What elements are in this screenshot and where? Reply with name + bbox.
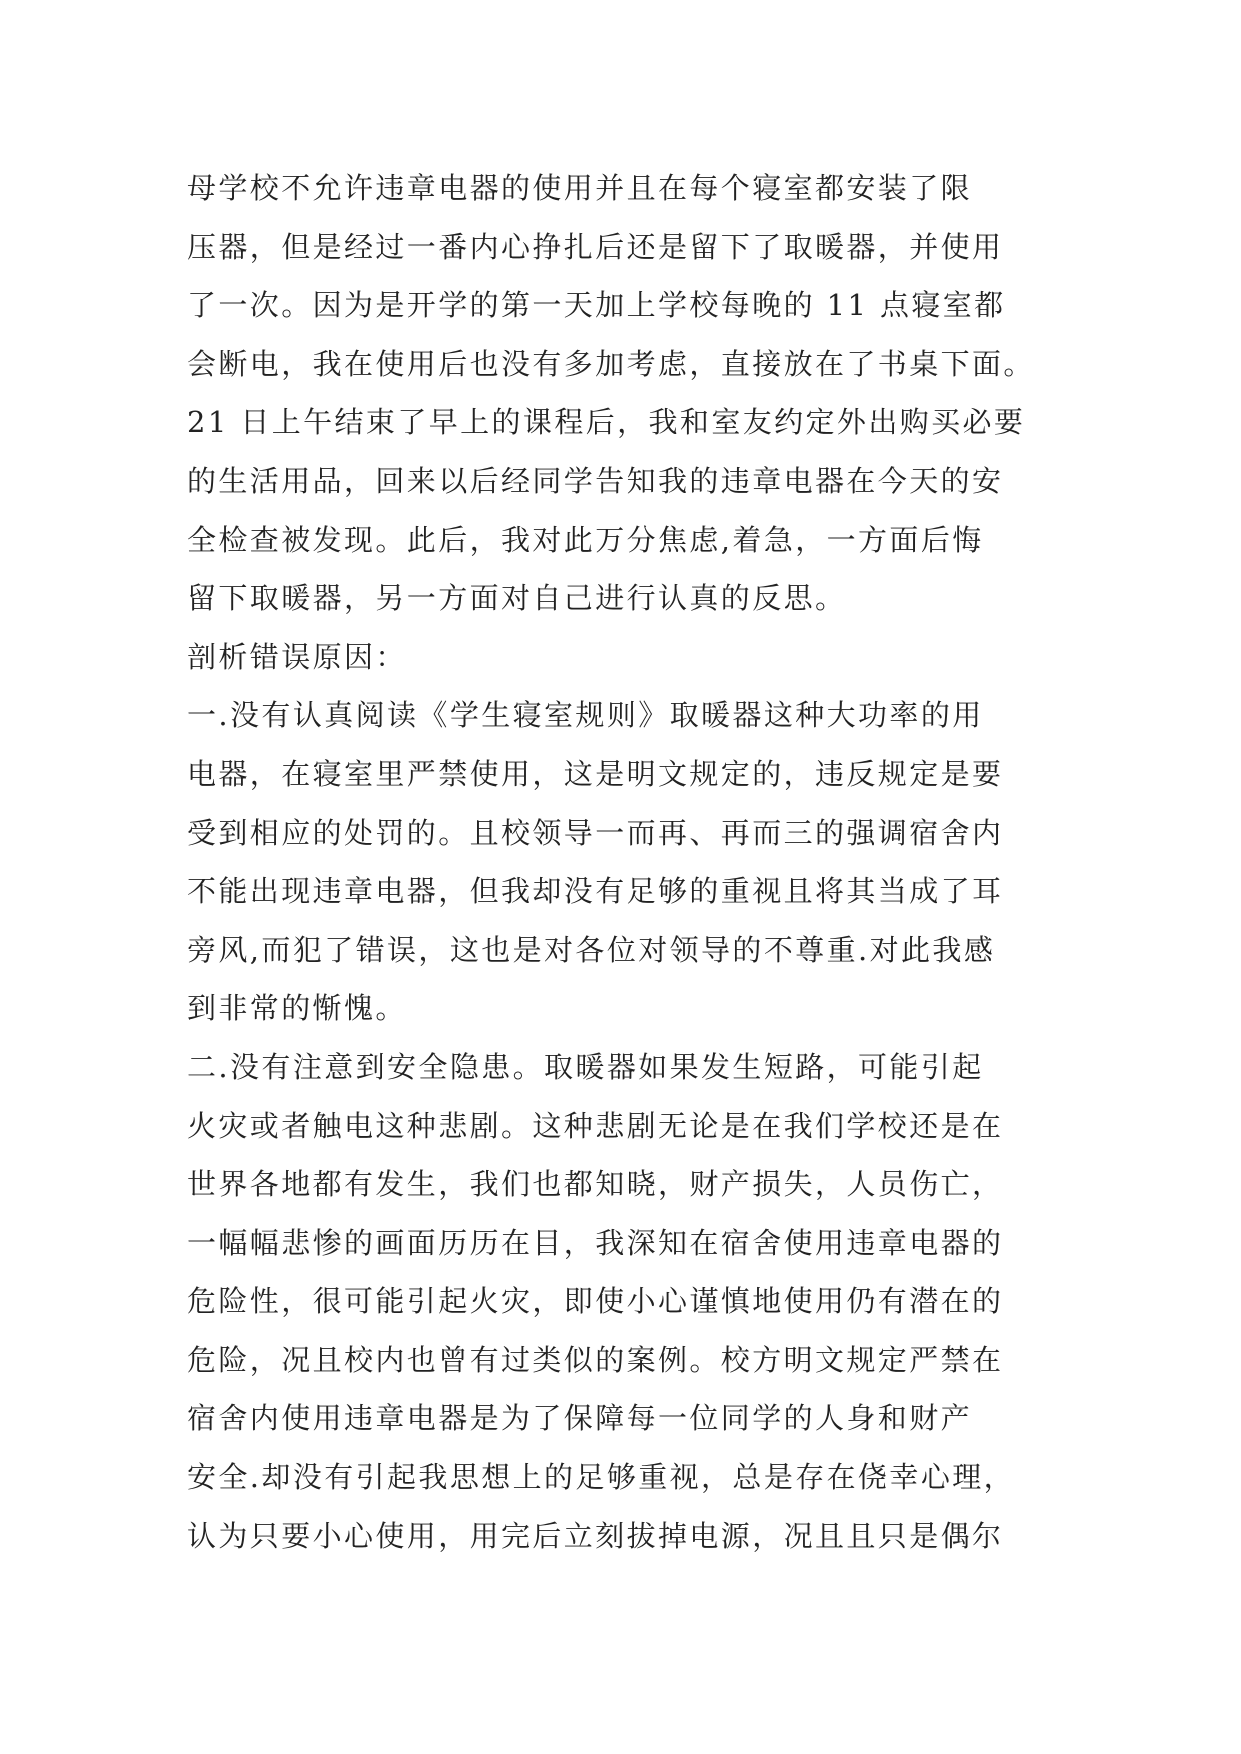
text-line: 电器，在寝室里严禁使用，这是明文规定的，违反规定是要: [187, 756, 1004, 791]
text-line: 会断电，我在使用后也没有多加考虑，直接放在了书桌下面。: [187, 346, 1035, 381]
text-line: 旁风,而犯了错误，这也是对各位对领导的不尊重.对此我感: [187, 932, 996, 967]
text-line: 危险性，很可能引起火灾，即使小心谨慎地使用仍有潜在的: [187, 1284, 1004, 1319]
text-line: 到非常的惭愧。: [187, 991, 407, 1026]
text-line: 21 日上午结束了早上的课程后，我和室友约定外出购买必要: [187, 405, 1026, 440]
text-line: 压器，但是经过一番内心挣扎后还是留下了取暖器，并使用: [187, 229, 1004, 264]
text-line: 宿舍内使用违章电器是为了保障每一位同学的人身和财产: [187, 1401, 973, 1436]
text-line: 全检查被发现。此后，我对此万分焦虑,着急，一方面后悔: [187, 522, 984, 557]
text-line: 一.没有认真阅读《学生寝室规则》取暖器这种大功率的用: [187, 698, 984, 733]
text-line: 受到相应的处罚的。且校领导一而再、再而三的强调宿舍内: [187, 815, 1004, 850]
text-line: 一幅幅悲惨的画面历历在目，我深知在宿舍使用违章电器的: [187, 1225, 1004, 1260]
text-line: 安全.却没有引起我思想上的足够重视，总是存在侥幸心理，: [187, 1460, 1016, 1495]
section-heading: 剖析错误原因：: [187, 639, 407, 674]
body-text: [187, 159, 1067, 1565]
text-line: 留下取暖器，另一方面对自己进行认真的反思。: [187, 581, 847, 616]
text-line: 不能出现违章电器，但我却没有足够的重视且将其当成了耳: [187, 874, 1004, 909]
text-line: 的生活用品，回来以后经同学告知我的违章电器在今天的安: [187, 463, 1004, 498]
text-line: 危险，况且校内也曾有过类似的案例。校方明文规定严禁在: [187, 1342, 1004, 1377]
text-line: 了一次。因为是开学的第一天加上学校每晚的 11 点寝室都: [187, 288, 1006, 323]
text-line: 世界各地都有发生，我们也都知晓，财产损失，人员伤亡，: [187, 1167, 1004, 1202]
text-line: 火灾或者触电这种悲剧。这种悲剧无论是在我们学校还是在: [187, 1108, 1004, 1143]
text-line: 认为只要小心使用，用完后立刻拔掉电源，况且且只是偶尔: [187, 1518, 1004, 1553]
text-line: 二.没有注意到安全隐患。取暖器如果发生短路，可能引起: [187, 1049, 984, 1084]
text-line: 母学校不允许违章电器的使用并且在每个寝室都安装了限: [187, 171, 973, 205]
